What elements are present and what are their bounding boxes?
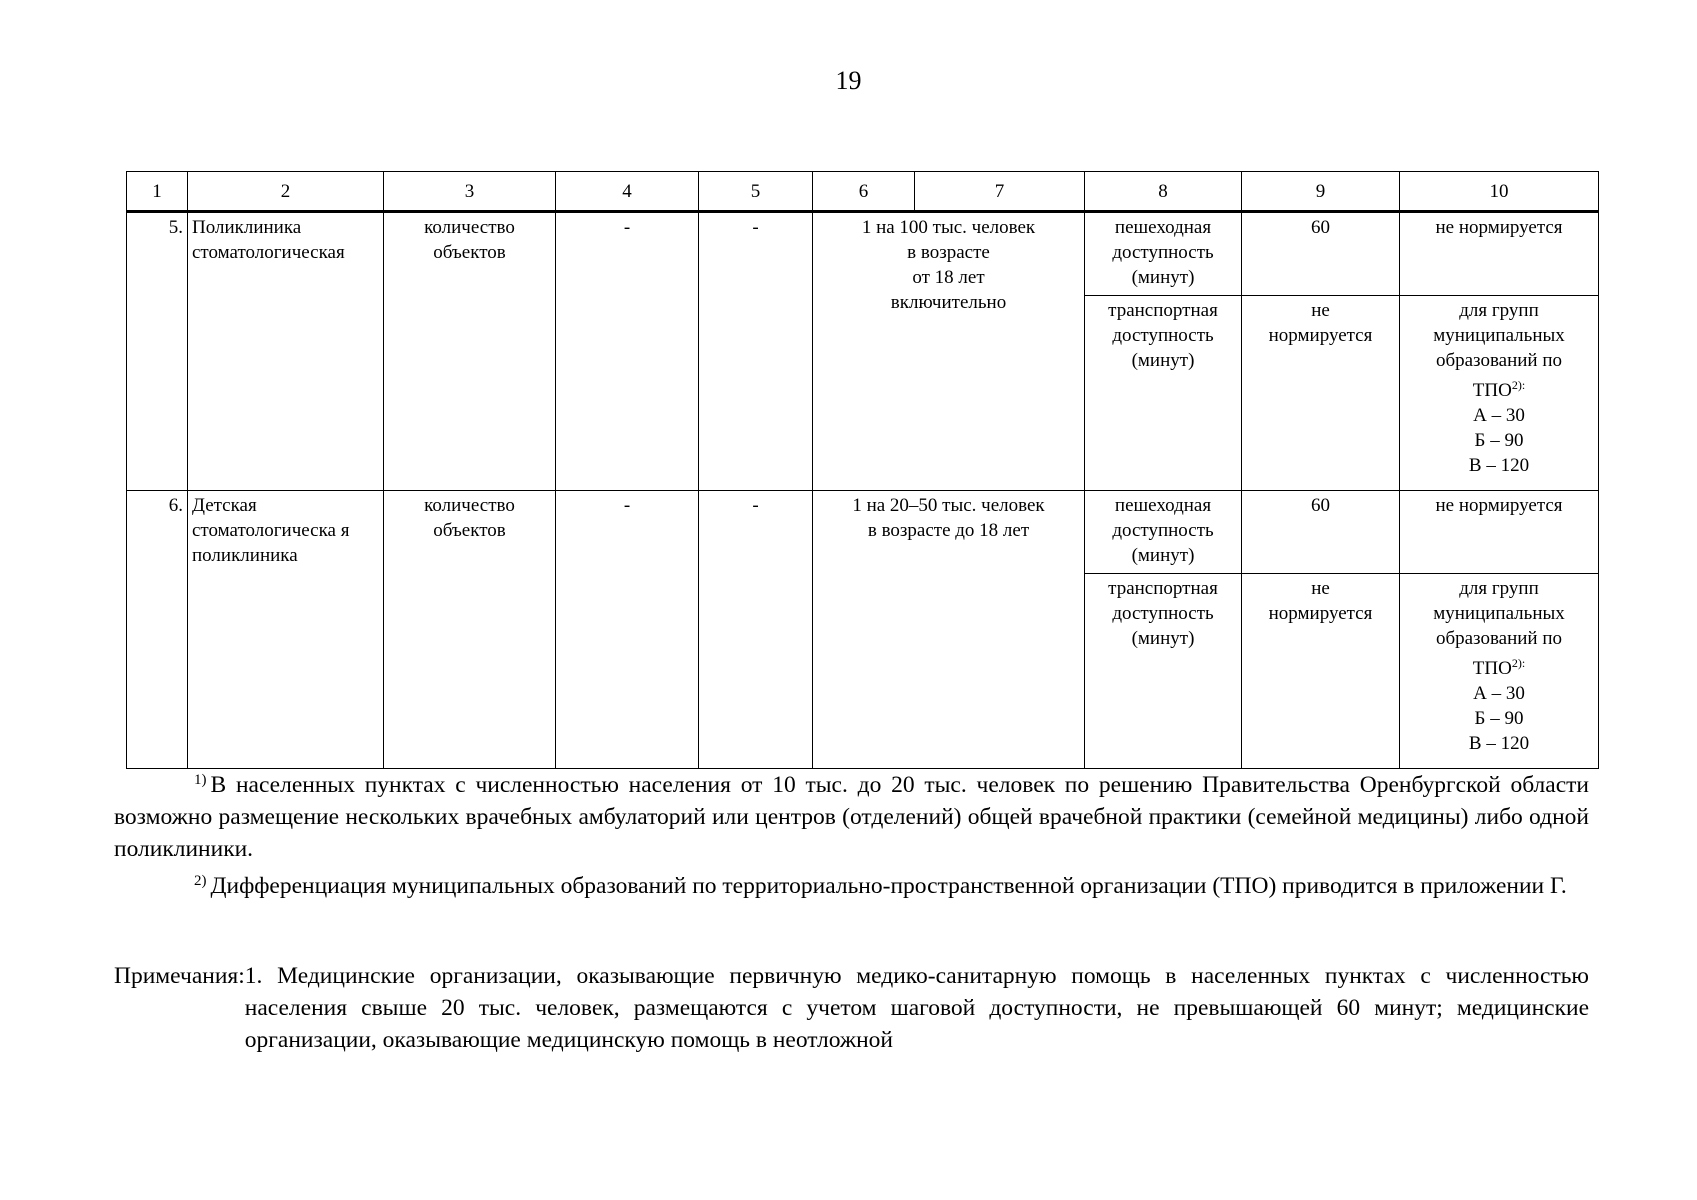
- norms-table: [126, 171, 1599, 769]
- table-header-row: [127, 172, 1599, 212]
- column-number: 7: [915, 172, 1085, 212]
- access-type: транспортная доступность (минут): [1085, 574, 1242, 769]
- access-type: транспортная доступность (минут): [1085, 296, 1242, 491]
- footnote-text: В населенных пунктах с численностью населения от 10 тыс. до 20 тыс. человек по решению Правительства Оренбургской области возможно размещение нескольких врачебных амбулаторий или центров (отделений) общей врачебной практики (семейной медицины) либо одной поликлиники.: [114, 772, 1589, 862]
- footnote-mark: 1): [194, 772, 207, 788]
- column-number: 1: [127, 172, 188, 212]
- tpo-groups: для групп муниципальных образований по $ТПО^{2):}$ А – 30 Б – 90 В – 120: [1400, 296, 1599, 491]
- column-number: 3: [384, 172, 556, 212]
- column-number: 2: [188, 172, 384, 212]
- tpo-groups: не нормируется: [1400, 212, 1599, 296]
- access-value: не нормируется: [1242, 296, 1400, 491]
- access-value: 60: [1242, 491, 1400, 574]
- tpo-groups: не нормируется: [1400, 491, 1599, 574]
- footnote-2: [114, 865, 1589, 902]
- remarks-label: Примечания:: [114, 963, 245, 989]
- footnote-1: [114, 764, 1589, 865]
- col5-value: -: [699, 491, 813, 769]
- column-number: 10: [1400, 172, 1599, 212]
- column-number: 8: [1085, 172, 1242, 212]
- object-name: Поликлиника стоматологическая: [188, 212, 384, 491]
- remarks: [114, 960, 1589, 1056]
- column-number: 9: [1242, 172, 1400, 212]
- access-value: не нормируется: [1242, 574, 1400, 769]
- indicator: количество объектов: [384, 491, 556, 769]
- access-value: 60: [1242, 212, 1400, 296]
- footnote-text: Дифференциация муниципальных образований по территориально-пространственной организации (ТПО) приводится в приложении Г.: [210, 873, 1567, 899]
- row-number: 6.: [127, 491, 188, 769]
- column-number: 6: [813, 172, 915, 212]
- col4-value: -: [556, 491, 699, 769]
- col4-value: -: [556, 212, 699, 491]
- table-row: [127, 491, 1599, 574]
- table-row: [127, 212, 1599, 296]
- footnote-mark: 2): [194, 873, 207, 889]
- column-number: 5: [699, 172, 813, 212]
- remarks-text: 1. Медицинские организации, оказывающие первичную медико-санитарную помощь в населенных пунктах с численностью населения свыше 20 тыс. человек, размещаются с учетом шаговой доступности, не превышающей 60 минут; медицинские организации, оказывающие медицинскую помощь в неотложной: [244, 963, 1589, 1053]
- availability-norm: 1 на 20–50 тыс. человек в возрасте до 18 лет: [813, 491, 1085, 769]
- access-type: пешеходная доступность (минут): [1085, 491, 1242, 574]
- column-number: 4: [556, 172, 699, 212]
- access-type: пешеходная доступность (минут): [1085, 212, 1242, 296]
- footnotes: [114, 764, 1589, 902]
- row-number: 5.: [127, 212, 188, 491]
- tpo-groups: для групп муниципальных образований по $ТПО^{2):}$ А – 30 Б – 90 В – 120: [1400, 574, 1599, 769]
- object-name: Детская стоматологическа я поликлиника: [188, 491, 384, 769]
- page-number: 19: [835, 66, 862, 95]
- col5-value: -: [699, 212, 813, 491]
- availability-norm: 1 на 100 тыс. человек в возрасте от 18 лет включительно: [813, 212, 1085, 491]
- indicator: количество объектов: [384, 212, 556, 491]
